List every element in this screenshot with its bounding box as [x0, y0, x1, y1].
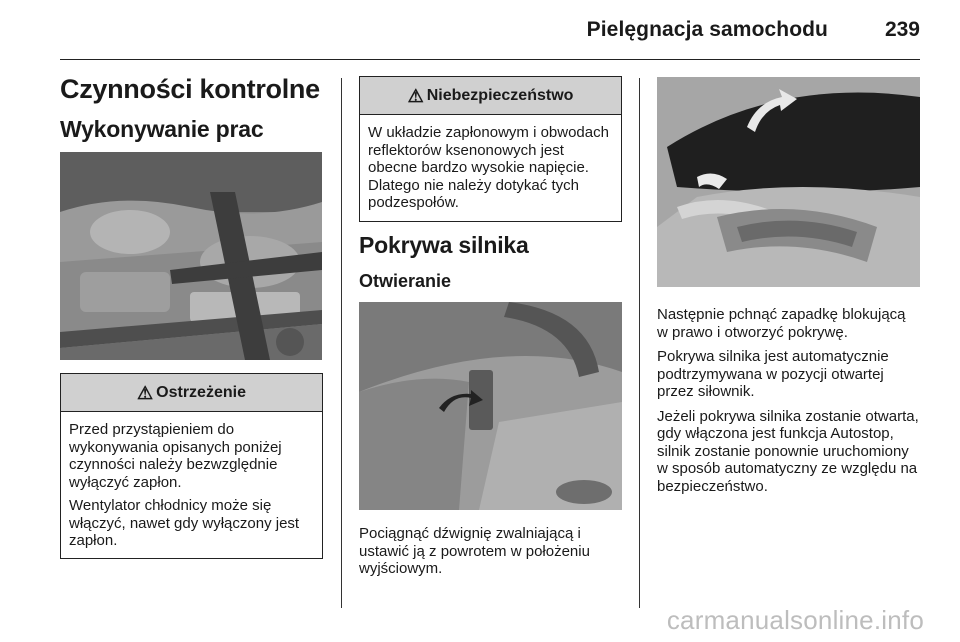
running-header-title: Pielęgnacja samochodu	[586, 18, 828, 41]
danger-paragraph: W układzie zapłonowym i obwodach reflektorów ksenonowych jest obecne bardzo wysokie napięcie. Dlatego nie należy dotykać tych podzespołów.	[368, 124, 609, 211]
hood-heading: Pokrywa silnika	[359, 232, 529, 258]
hood-release-lever-illustration	[359, 302, 622, 510]
warning-box	[60, 373, 323, 559]
danger-box-title: Niebezpieczeństwo	[426, 86, 574, 104]
warning-paragraph: Przed przystąpieniem do wykonywania opisanych poniżej czynności należy bezwzględnie wyłączyć zapłon.	[69, 421, 282, 491]
warning-box-header	[61, 374, 322, 412]
danger-box	[359, 76, 622, 222]
caption-paragraph: Pociągnąć dźwignię zwalniającą i ustawić ją z powrotem w położeniu wyjściowym.	[359, 525, 590, 577]
column-divider-right	[639, 78, 640, 608]
warning-paragraph: Wentylator chłodnicy może się włączyć, nawet gdy wyłączony jest zapłon.	[69, 497, 300, 549]
body-paragraph: Pokrywa silnika jest automatycznie podtrzymywana w pozycji otwartej przez siłownik.	[657, 348, 889, 400]
page-number: 239	[884, 18, 920, 41]
body-paragraph: Jeżeli pokrywa silnika zostanie otwarta, gdy włączona jest funkcja Autostop, silnik zostanie ponownie uruchomiony w sposób automatyczny ze względu na bezpieczeństwo.	[657, 407, 919, 495]
warning-box-title: Ostrzeżenie	[156, 383, 246, 401]
watermark: carmanualsonline.info	[666, 605, 924, 635]
column-divider-left	[341, 78, 342, 608]
warning-triangle-icon: ⚠	[137, 382, 154, 403]
header-rule	[60, 59, 920, 60]
hood-opening-text	[657, 306, 920, 495]
engine-bay-illustration	[60, 152, 322, 360]
opening-subheading: Otwieranie	[359, 271, 452, 291]
subsection-heading: Wykonywanie prac	[60, 116, 264, 142]
body-paragraph: Następnie pchnąć zapadkę blokującą w prawo i otworzyć pokrywę.	[657, 306, 906, 341]
hood-opening-illustration	[657, 77, 920, 287]
lever-caption	[359, 525, 622, 578]
section-heading: Czynności kontrolne	[60, 74, 320, 104]
warning-triangle-icon: ⚠	[407, 85, 424, 106]
danger-box-header	[360, 77, 621, 115]
